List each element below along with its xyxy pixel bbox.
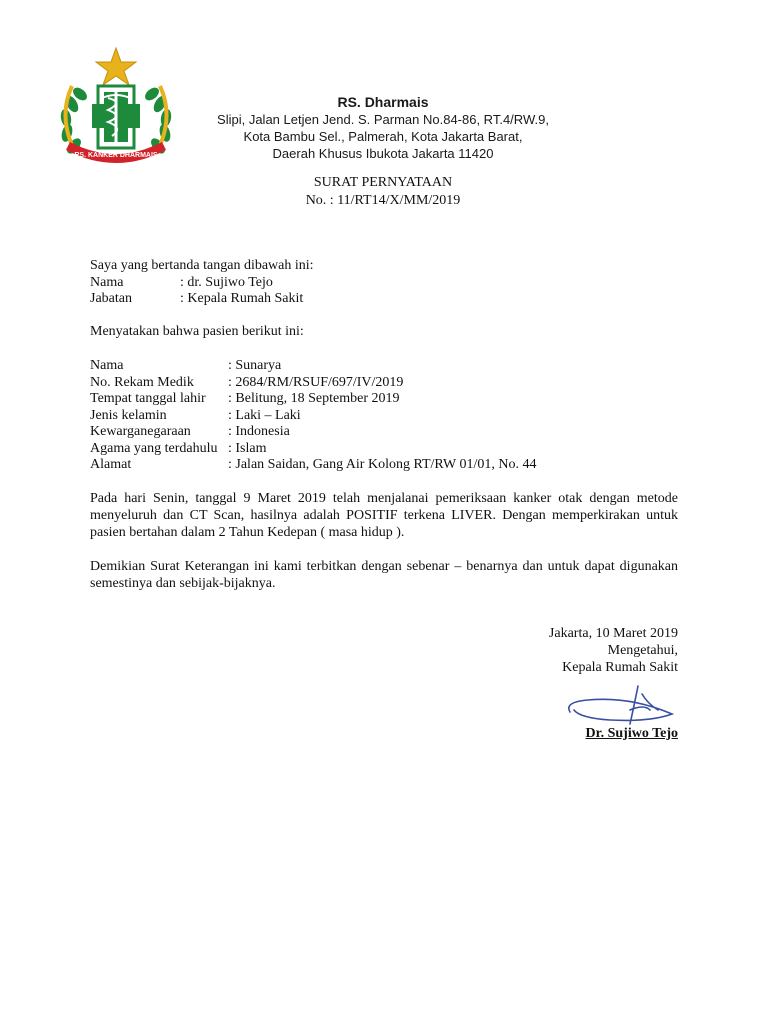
- patient-row: [90, 375, 536, 392]
- field-label: Agama yang terdahulu: [90, 440, 218, 456]
- field-value: : Kepala Rumah Sakit: [180, 291, 304, 306]
- field-value: : Islam: [228, 440, 267, 456]
- patient-row: [90, 391, 536, 408]
- patient-row: [90, 358, 536, 375]
- field-label: Nama: [90, 358, 124, 373]
- field-label: Alamat: [90, 457, 132, 472]
- field-label: No. Rekam Medik: [90, 374, 194, 390]
- patient-row: [90, 457, 536, 474]
- place-date: Jakarta, 10 Maret 2019: [548, 626, 678, 641]
- document-title-block: [200, 174, 566, 210]
- field-label: Nama: [90, 274, 124, 290]
- patient-row: [90, 441, 536, 458]
- field-value: : Laki – Laki: [228, 407, 301, 423]
- patient-row: [90, 408, 536, 425]
- letterhead: [200, 93, 566, 162]
- signature-block: [549, 625, 678, 676]
- signatory-section: [90, 258, 314, 308]
- signatory-row: [90, 291, 314, 308]
- statement-paragraph: Pada hari Senin, tanggal 9 Maret 2019 telah menjalanai pemeriksaan kanker otak dengan metode menyeluruh dan CT Scan, hasilnya adalah POSITIF terkena LIVER. Dengan memperkirakan untuk pasien bertahan dalam 2 Tahun Kedepan ( masa hidup ).: [90, 491, 678, 540]
- patient-section: [90, 358, 536, 474]
- signer-position: Kepala Rumah Sakit: [562, 660, 678, 675]
- signatory-intro: Saya yang bertanda tangan dibawah ini:: [90, 258, 314, 273]
- address-line-3: Daerah Khusus Ibukota Jakarta 11420: [272, 146, 494, 161]
- field-value: : dr. Sujiwo Tejo: [180, 274, 273, 290]
- closing-paragraph: Demikian Surat Keterangan ini kami terbitkan dengan sebenar – benarnya dan untuk dapat digunakan semestinya dan sebijak-bijaknya.: [90, 559, 678, 591]
- acknowledged-label: Mengetahui,: [607, 643, 678, 658]
- field-label: Kewarganegaraan: [90, 424, 191, 439]
- hospital-name: RS. Dharmais: [337, 94, 429, 110]
- patient-intro: Menyatakan bahwa pasien berikut ini:: [90, 324, 304, 339]
- field-value: : Belitung, 18 September 2019: [228, 391, 400, 406]
- signer-name: Dr. Sujiwo Tejo: [585, 726, 678, 741]
- field-label: Tempat tanggal lahir: [90, 391, 206, 406]
- logo-ring-text: RS. KANKER DHARMAIS: [74, 152, 158, 159]
- field-value: : Sunarya: [228, 358, 282, 373]
- field-label: Jenis kelamin: [90, 407, 167, 423]
- hospital-logo: [52, 46, 180, 170]
- document-number: No. : 11/RT14/X/MM/2019: [305, 193, 461, 208]
- signatory-row: [90, 275, 314, 292]
- address-line-2: Kota Bambu Sel., Palmerah, Kota Jakarta Barat,: [243, 129, 523, 144]
- patient-row: [90, 424, 536, 441]
- field-value: : 2684/RM/RSUF/697/IV/2019: [228, 374, 404, 390]
- field-value: : Jalan Saidan, Gang Air Kolong RT/RW 01/01, No. 44: [228, 457, 537, 472]
- field-value: : Indonesia: [228, 424, 290, 439]
- document-title: SURAT PERNYATAAN: [313, 175, 453, 190]
- address-line-1: Slipi, Jalan Letjen Jend. S. Parman No.84-86, RT.4/RW.9,: [217, 112, 549, 127]
- field-label: Jabatan: [90, 291, 132, 306]
